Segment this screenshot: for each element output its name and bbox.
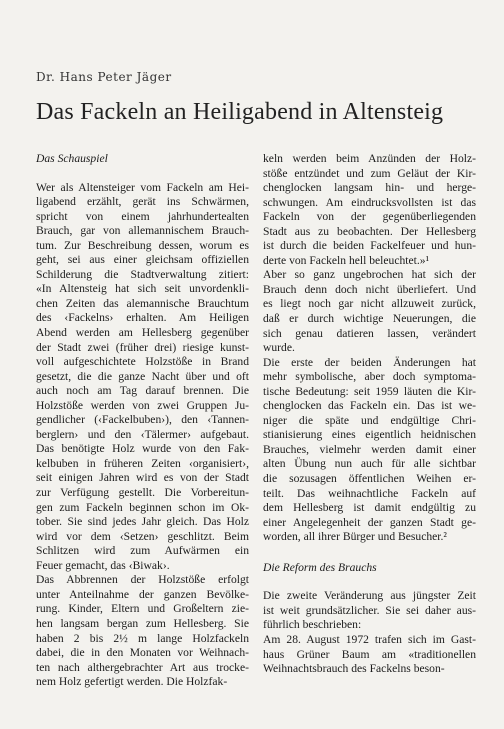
text-line: Stadt aus zu beobachten. Der Hellesberg	[263, 224, 476, 238]
text-line: gendlicher (‹Fackelbuben›), den ‹Tannen-	[36, 413, 249, 427]
text-line: die sozusagen öffentlichen Weihen er-	[263, 472, 476, 486]
text-line: tober. Sie sind jedes Jahr gleich. Das Holz	[36, 515, 249, 529]
text-line: nem Holz gefertigt werden. Die Holzfak-	[36, 675, 228, 689]
text-line: zur Verfügung gestellt. Die Vorbereitun-	[36, 486, 249, 500]
text-line: Weihnachtsbrauch des Fackelns beson-	[263, 662, 445, 676]
text-line: dabei, die in den Monaten vor Weihnach-	[36, 646, 249, 660]
text-line: «In Altensteig hat sich seit unvordenkli-	[36, 282, 249, 296]
text-line: voll aufgeschichtete Holzstöße in Brand	[36, 355, 249, 369]
text-line: Wer als Altensteiger vom Fackeln am Hei-	[36, 180, 249, 194]
text-line: rung. Kinder, Eltern und Großeltern zie-	[36, 602, 249, 616]
text-line: chenglocken langsam hin- und herge-	[263, 181, 476, 195]
text-line: Die erste der beiden Änderungen hat	[263, 355, 476, 369]
text-line: ligabend erzählt, gerät ins Schwärmen,	[36, 195, 249, 209]
right-column	[263, 152, 476, 677]
left-body-text	[36, 181, 249, 690]
right-body-text-1	[263, 152, 476, 545]
text-line: Abend werden am Hellesberg gegenüber	[36, 326, 249, 340]
section-heading-schauspiel: Das Schauspiel	[36, 152, 108, 165]
text-line: teilt. Das weihnachtliche Fackeln auf	[263, 486, 476, 500]
text-line: alten Übung nun auch für alle sichtbar	[263, 457, 476, 471]
text-line: geht, sei aus einer gleichsam offiziellen	[36, 253, 249, 267]
text-line: worden, all ihrer Bürger und Besucher.²	[263, 530, 447, 544]
article-title: Das Fackeln an Heiligabend in Altensteig	[36, 99, 444, 125]
text-line: führlich beschrieben:	[263, 618, 362, 632]
text-line: gen zum Fackeln beginnen schon im Ok-	[36, 500, 249, 514]
right-body-text-2	[263, 589, 476, 676]
text-line: ist weit grundsätzlicher. Sie sei daher aus-	[263, 603, 476, 617]
text-line: Brauches, vielmehr werden damit einer	[263, 442, 476, 456]
author-name: Dr. Hans Peter Jäger	[36, 70, 172, 84]
text-line: daß er durch wichtige Neuerungen, die	[263, 312, 476, 326]
text-line: Das benötigte Holz wurde von den Fak-	[36, 442, 249, 456]
text-line: einer Angelegenheit der ganzen Stadt ge-	[263, 515, 476, 529]
text-line: niger die späte und endgültige Chri-	[263, 413, 476, 427]
text-line: Schilderung die Stadtverwaltung zitiert:	[36, 267, 249, 281]
text-line: Schlitzen wird zum Aufwärmen ein	[36, 544, 249, 558]
text-line: wurde.	[263, 341, 295, 355]
text-line: dem Hellesberg ist damit endgültig zu	[263, 501, 476, 515]
text-line: unter Anteilnahme der ganzen Bevölke-	[36, 587, 249, 601]
text-line: Holzstöße werden von zwei Gruppen Ju-	[36, 398, 249, 412]
text-line: Brauch, gar von allemannischem Brauch-	[36, 224, 249, 238]
text-line: des ‹Fackelns› erhalten. Am Heiligen	[36, 311, 249, 325]
text-line: Das Abbrennen der Holzstöße erfolgt	[36, 573, 249, 587]
text-line: stöße entzündet und zum Geläut der Kir-	[263, 166, 476, 180]
text-line: Am 28. August 1972 trafen sich im Gast-	[263, 632, 476, 646]
text-line: Die zweite Veränderung aus jüngster Zeit	[263, 589, 476, 603]
text-line: gesetzt, die die ganze Nacht über und oft	[36, 369, 249, 383]
text-line: haus Grüner Baum am «traditionellen	[263, 647, 476, 661]
text-line: Feuer gemacht, das ‹Biwak›.	[36, 558, 170, 572]
text-line: schwungen. Am eindrucksvollsten ist das	[263, 195, 476, 209]
text-line: Aber so ganz ungebrochen hat sich der	[263, 268, 476, 282]
text-line: ten nach althergebrachter Art aus trocke-	[36, 660, 249, 674]
text-line: tische Bedeutung: seit 1959 läuten die Kir-	[263, 384, 476, 398]
text-line: kelbuben in früheren Zeiten ‹organisiert›,	[36, 456, 249, 470]
left-column	[36, 152, 249, 690]
text-line: Fackeln von der gegenüberliegenden	[263, 210, 476, 224]
text-line: hen langsam bergan zum Hellesberg. Sie	[36, 616, 249, 630]
text-line: seit einigen Jahren wird es von der Stadt	[36, 471, 249, 485]
text-line: tum. Zur Beschreibung dessen, worum es	[36, 238, 249, 252]
section-heading-reform: Die Reform des Brauchs	[263, 560, 377, 574]
text-line: Brauch denn doch nicht überliefert. Und	[263, 282, 476, 296]
text-line: es liegt noch gar nicht allzuweit zurück,	[263, 297, 476, 311]
text-line: auch noch am Tag darauf brennen. Die	[36, 384, 249, 398]
text-line: derte von Fackeln hell beleuchtet.»¹	[263, 253, 430, 267]
text-line: spricht von einem jahrhundertealten	[36, 209, 249, 223]
text-line: berglern› und den ‹Tälermer› aufgebaut.	[36, 427, 249, 441]
text-line: wird vor dem ‹Setzen› geschlitzt. Beim	[36, 529, 249, 543]
text-line: mehr symbolische, aber doch symptoma-	[263, 370, 476, 384]
text-line: sich genau datieren lassen, verändert	[263, 326, 476, 340]
text-line: haben 2 bis 2½ m lange Holzfackeln	[36, 631, 249, 645]
text-line: keln werden beim Anzünden der Holz-	[263, 152, 476, 165]
text-line: der Stadt zwei (früher drei) riesige kunst-	[36, 340, 249, 354]
text-line: chenglocken das Fackeln ein. Das ist we-	[263, 399, 476, 413]
text-line: ist durch die beiden Fackelfeuer und hun-	[263, 239, 476, 253]
text-line: chen Zeiten das alemannische Brauchtum	[36, 296, 249, 310]
text-line: stianisierung eines eigentlich heidnischen	[263, 428, 476, 442]
